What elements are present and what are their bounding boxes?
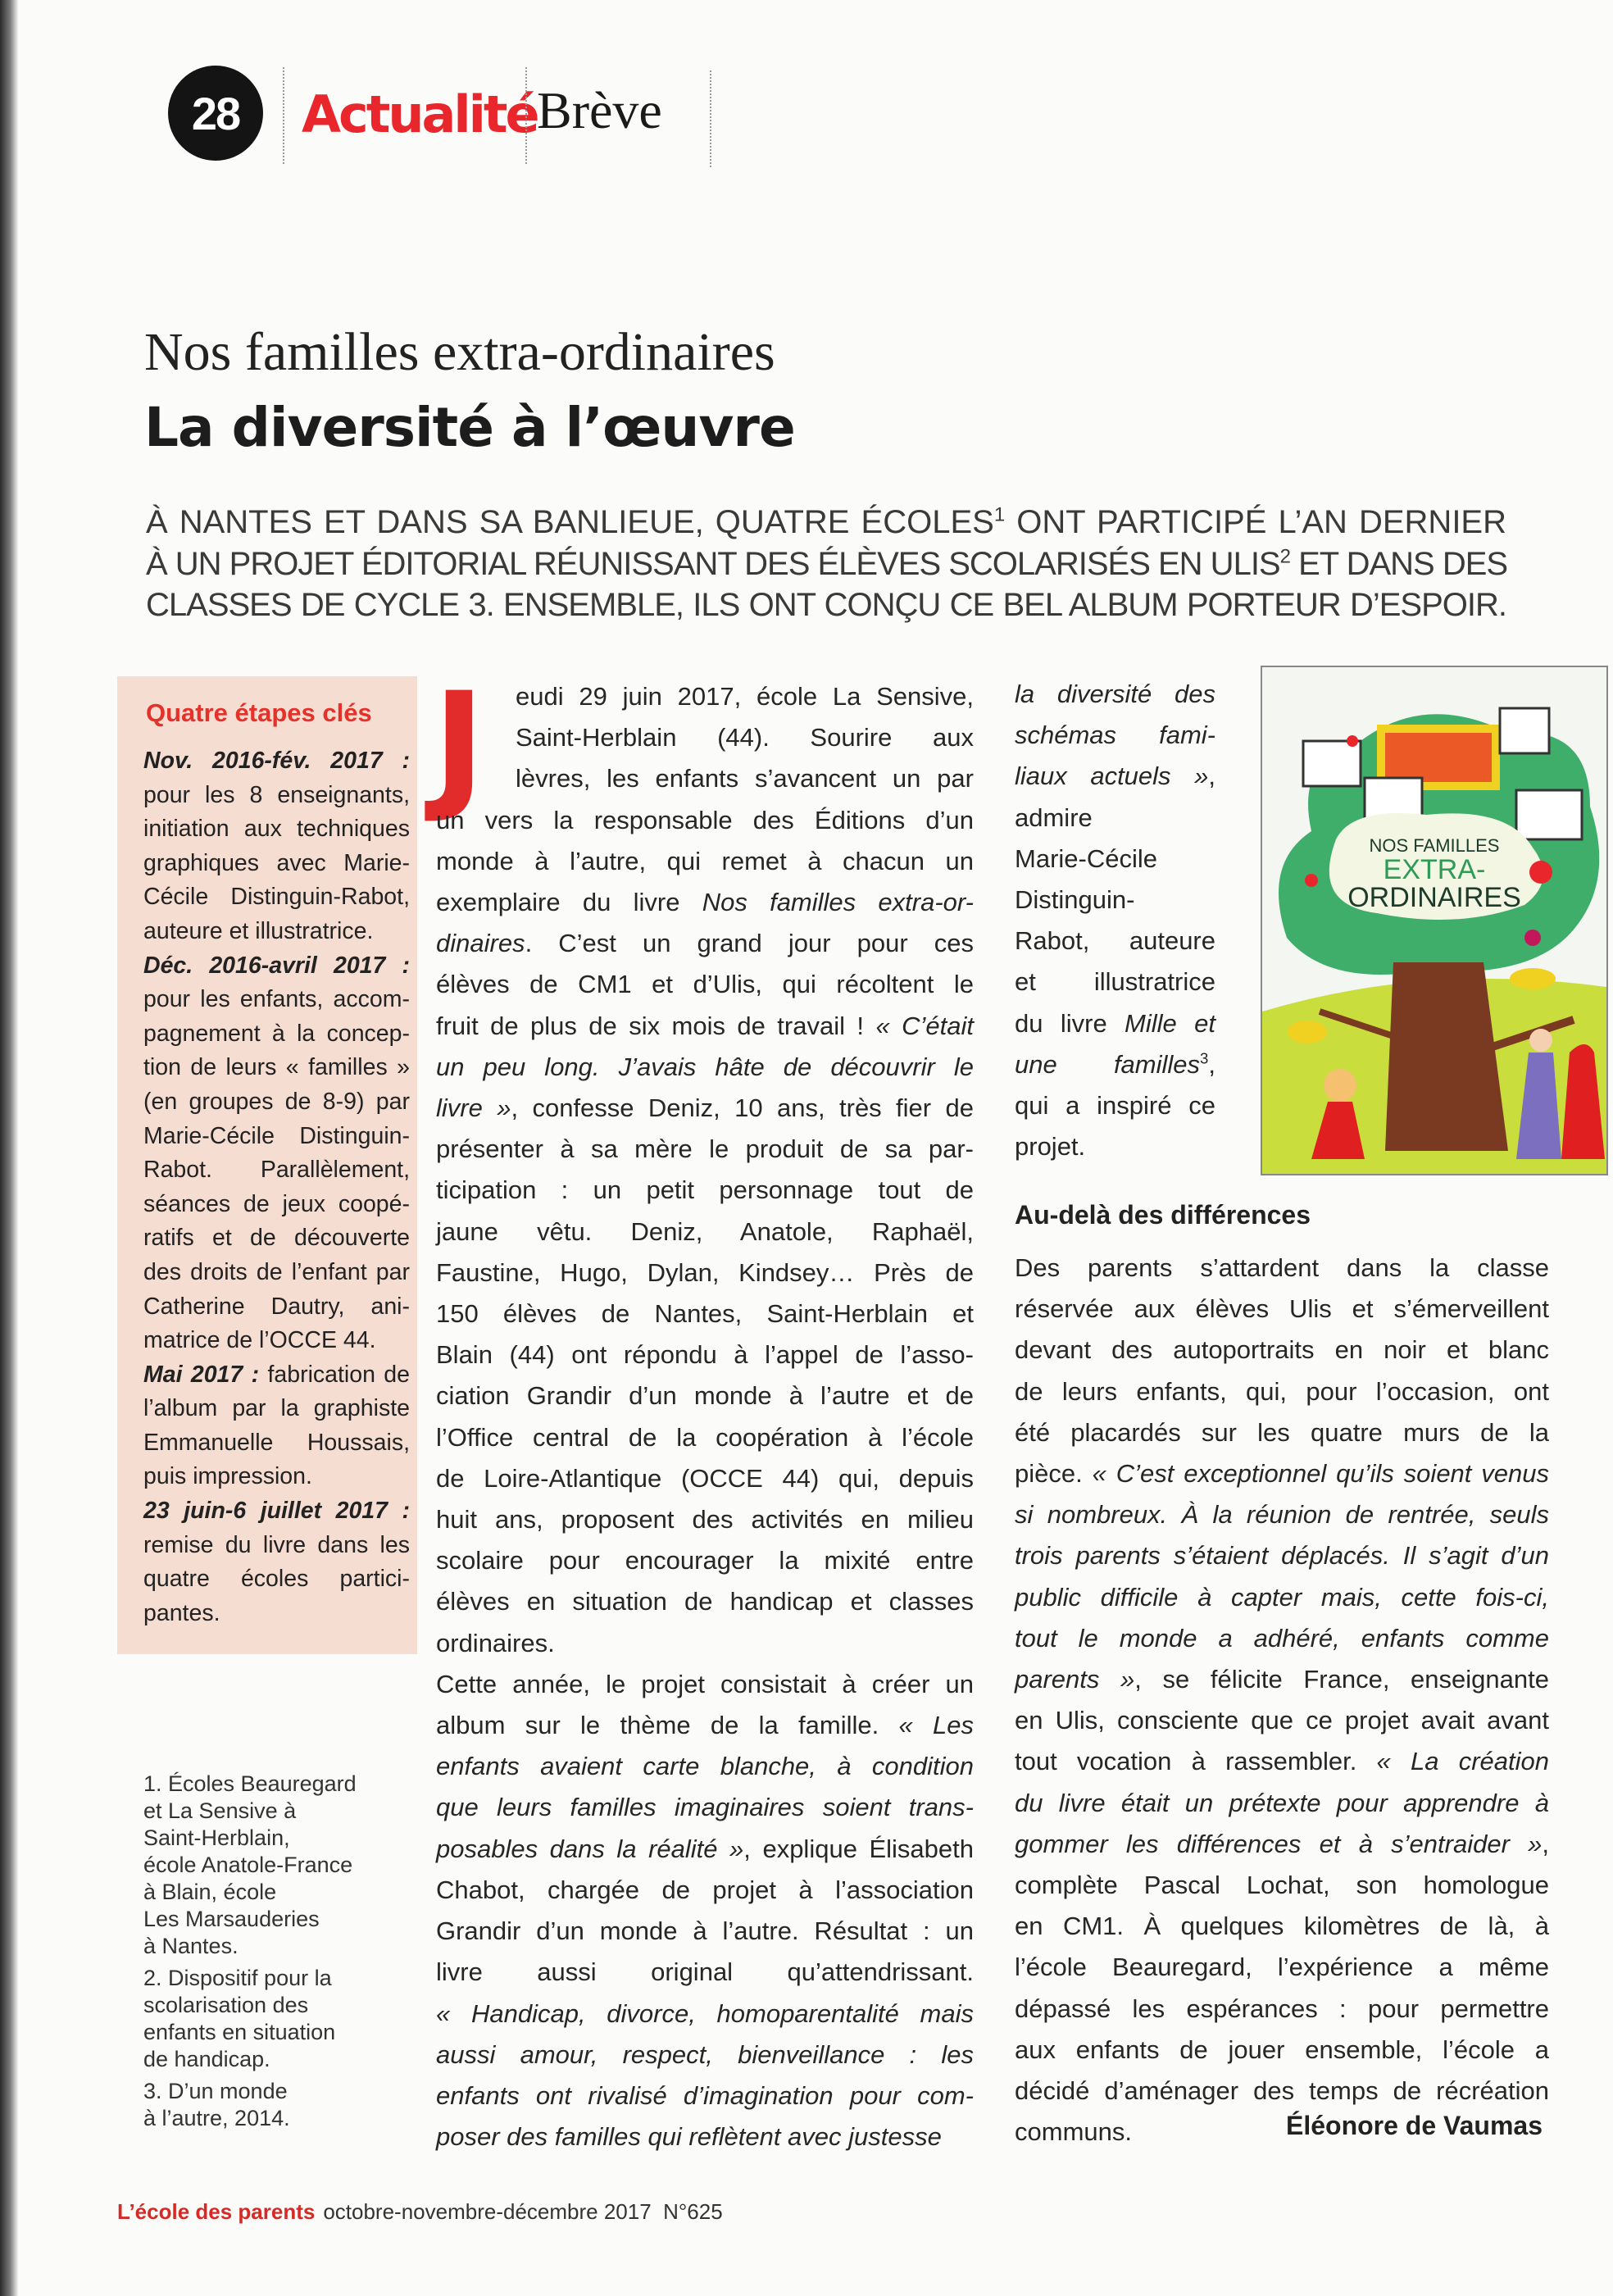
text-line: dépassé les espérances : pour permettre xyxy=(1015,1994,1549,2023)
text-line: décidé d’aménager des temps de récréation xyxy=(1015,2076,1549,2106)
text-line: Marie-Cécile Distinguin- xyxy=(143,1122,410,1149)
paragraph xyxy=(143,949,410,1358)
text-line: Cette année, le projet consistait à créer un xyxy=(436,1669,974,1698)
text-line: Des parents s’attardent dans la classe xyxy=(1015,1253,1549,1282)
sidebar-title: Quatre étapes clés xyxy=(146,698,372,727)
text-line: Nov. 2016-fév. 2017 : xyxy=(143,748,410,774)
text-line: trois parents s’étaient déplacés. Il s’agit d’un xyxy=(1015,1541,1549,1571)
text-line: présenter à sa mère le produit de sa par- xyxy=(436,1134,974,1164)
text-line: admire xyxy=(1015,802,1093,832)
paragraph xyxy=(146,502,1506,626)
text-line: exemplaire du livre Nos familles extra-or- xyxy=(436,888,974,917)
text-line: complète Pascal Lochat, son homologue xyxy=(1015,1871,1549,1900)
text-line: pour les 8 enseignants, xyxy=(143,781,410,808)
cover-title-line-1: NOS FAMILLES xyxy=(1369,835,1500,856)
page-number: 28 xyxy=(191,87,240,139)
book-cover-image xyxy=(1261,666,1608,1175)
text-line: Rabot. Parallèlement, xyxy=(143,1157,410,1184)
text-line: À UN PROJET ÉDITORIAL RÉUNISSANT DES ÉLÈVES SCOLARISÉS EN ULIS$^2$ ET DANS DES xyxy=(146,545,1508,582)
text-line: Mai 2017 : fabrication de xyxy=(143,1361,410,1388)
text-line: l’Office central de la coopération à l’école xyxy=(436,1422,974,1452)
paragraph xyxy=(436,1664,974,2157)
article-column-3-bottom xyxy=(1015,1248,1549,2153)
text-line: Distinguin- xyxy=(1015,885,1135,915)
text-line: auteure et illustratrice. xyxy=(143,917,374,944)
text-line: devant des autoportraits en noir et blanc xyxy=(1015,1335,1549,1365)
text-line: en Ulis, consciente que ce projet avait avant xyxy=(1015,1706,1549,1735)
cover-title-line-2: EXTRA- xyxy=(1383,854,1486,885)
text-line: élèves de CM1 et d’Ulis, qui récoltent le xyxy=(436,970,974,999)
paragraph xyxy=(143,744,410,949)
text-line: À NANTES ET DANS SA BANLIEUE, QUATRE ÉCOLES$^1$ ONT PARTICIPÉ L’AN DERNIER xyxy=(146,503,1506,540)
text-line: du livre était un prétexte pour apprendre à xyxy=(1015,1788,1549,1817)
text-line: Chabot, chargée de projet à l’association xyxy=(436,1875,974,1904)
text-line: une familles$^3$, xyxy=(1015,1049,1215,1079)
text-line: Cécile Distinguin-Rabot, xyxy=(143,884,410,911)
text-line: puis impression. xyxy=(143,1463,312,1490)
paragraph xyxy=(1015,674,1215,1167)
text-line: en CM1. À quelques kilomètres de là, à xyxy=(1015,1912,1549,1941)
text-line: enfants ont rivalisé d’imagination pour com- xyxy=(436,2080,974,2110)
text-line: l’album par la graphiste xyxy=(143,1395,410,1422)
text-line: quatre écoles partici- xyxy=(143,1566,410,1593)
text-line: huit ans, proposent des activités en milieu xyxy=(436,1505,974,1534)
text-line: Rabot, auteure xyxy=(1015,926,1215,956)
text-line: Grandir d’un monde à l’autre. Résultat : un xyxy=(436,1916,974,1946)
issue-info: octobre-novembre-décembre 2017 N°625 xyxy=(323,2199,723,2224)
article-column-3-top xyxy=(1015,674,1215,1167)
text-line: posables dans la réalité », explique Élisabeth xyxy=(436,1834,974,1863)
drop-cap: J xyxy=(433,662,485,826)
text-line: élèves en situation de handicap et classes xyxy=(436,1587,974,1616)
text-line: un peu long. J’avais hâte de découvrir le xyxy=(436,1052,974,1081)
publication-name: L’école des parents xyxy=(117,2199,316,2224)
text-line: livre », confesse Deniz, 10 ans, très fier de xyxy=(436,1093,974,1123)
text-line: de leurs enfants, qui, pour l’occasion, ont xyxy=(1015,1376,1549,1406)
text-line: tion de leurs « familles » xyxy=(143,1054,410,1081)
text-line: et illustratrice xyxy=(1015,967,1215,997)
text-line: poser des familles qui reflètent avec justesse xyxy=(436,2122,942,2152)
book-cover-illustration xyxy=(1262,667,1606,1174)
text-line: aussi amour, respect, bienveillance : les xyxy=(436,2039,974,2069)
paragraph xyxy=(143,1494,410,1630)
article-title: Nos familles extra-ordinaires xyxy=(144,322,775,382)
text-line: livre aussi original qu’attendrissant. xyxy=(436,1957,974,1987)
article-subtitle: La diversité à l’œuvre xyxy=(144,396,795,459)
text-line: graphiques avec Marie- xyxy=(143,849,410,876)
text-line: (en groupes de 8-9) par xyxy=(143,1088,410,1115)
text-line: pour les enfants, accom- xyxy=(143,986,410,1013)
text-line: ticipation : un petit personnage tout de xyxy=(436,1175,974,1205)
text-line: réservée aux élèves Ulis et s’émerveillent xyxy=(1015,1294,1549,1324)
text-line: jaune vêtu. Deniz, Anatole, Raphaël, xyxy=(436,1216,974,1246)
text-line: eudi 29 juin 2017, école La Sensive, xyxy=(516,682,974,711)
text-line: de Loire-Atlantique (OCCE 44) qui, depuis xyxy=(436,1463,974,1493)
text-line: Déc. 2016-avril 2017 : xyxy=(143,952,410,979)
text-line: matrice de l’OCCE 44. xyxy=(143,1327,376,1354)
text-line: Catherine Dautry, ani- xyxy=(143,1293,410,1320)
text-line: lèvres, les enfants s’avancent un par xyxy=(516,764,974,793)
text-line: tout le monde a adhéré, enfants comme xyxy=(1015,1623,1549,1653)
text-line: Emmanuelle Houssais, xyxy=(143,1429,410,1456)
text-line: Faustine, Hugo, Dylan, Kindsey… Près de xyxy=(436,1257,974,1287)
text-line: liaux actuels », xyxy=(1015,762,1215,791)
text-line: CLASSES DE CYCLE 3. ENSEMBLE, ILS ONT CONÇU CE BEL ALBUM PORTEUR D’ESPOIR. xyxy=(146,587,1506,623)
text-line: public difficile à capter mais, cette fois-ci, xyxy=(1015,1582,1549,1612)
text-line: « Handicap, divorce, homoparentalité mais xyxy=(436,1998,974,2028)
text-line: remise du livre dans les xyxy=(143,1531,410,1558)
text-line: un vers la responsable des Éditions d’un xyxy=(436,805,974,834)
text-line: du livre Mille et xyxy=(1015,1008,1215,1038)
text-line: projet. xyxy=(1015,1132,1086,1162)
text-line: parents », se félicite France, enseignante xyxy=(1015,1665,1549,1694)
subrubric-label: Brève xyxy=(537,81,662,139)
paragraph xyxy=(1015,1248,1549,2153)
text-line: pantes. xyxy=(143,1599,220,1626)
footnote-3: 3. D’un monde à l’autre, 2014. xyxy=(143,2079,290,2130)
article-lead xyxy=(146,502,1506,626)
text-line: 150 élèves de Nantes, Saint-Herblain et xyxy=(436,1299,974,1329)
text-line: Saint-Herblain (44). Sourire aux xyxy=(516,723,974,752)
rubric-label: Actualité xyxy=(302,84,538,144)
header-divider xyxy=(710,70,711,167)
page-footer xyxy=(117,2199,723,2225)
page-number-badge xyxy=(168,66,263,161)
text-line: pièce. « C’est exceptionnel qu’ils soient venus xyxy=(1015,1459,1550,1489)
text-line: communs. xyxy=(1015,2117,1132,2147)
text-line: dinaires. C’est un grand jour pour ces xyxy=(436,929,974,958)
text-line: Blain (44) ont répondu à l’appel de l’asso- xyxy=(436,1340,974,1370)
text-line: fruit de plus de six mois de travail ! « C’était xyxy=(436,1011,974,1040)
footnote-1: 1. Écoles Beauregard et La Sensive à Saint-Herblain, école Anatole-France à Blain, école Les Marsauderies à Nantes. xyxy=(143,1771,357,1958)
text-line: la diversité des xyxy=(1015,680,1215,708)
text-line: monde à l’autre, qui remet à chacun un xyxy=(436,846,974,875)
text-line: qui a inspiré ce xyxy=(1015,1091,1215,1121)
text-line: des droits de l’enfant par xyxy=(143,1258,410,1285)
section-heading: Au-delà des différences xyxy=(1015,1200,1311,1230)
author-signature: Éléonore de Vaumas xyxy=(1285,2111,1543,2140)
text-line: ratifs et de découverte xyxy=(143,1225,410,1252)
text-line: scolaire pour encourager la mixité entre xyxy=(436,1546,974,1575)
text-line: schémas fami- xyxy=(1015,721,1215,750)
article-column-2 xyxy=(436,676,974,2157)
text-line: pagnement à la concep- xyxy=(143,1020,410,1047)
text-line: gommer les différences et à s’entraider », xyxy=(1015,1829,1549,1858)
text-line: ciation Grandir d’un monde à l’autre et de xyxy=(436,1381,974,1411)
footnotes xyxy=(143,1771,406,2137)
header-divider xyxy=(283,67,284,164)
header-divider xyxy=(525,67,527,164)
text-line: l’école Beauregard, l’expérience a même xyxy=(1015,1953,1549,1982)
sidebar-timeline xyxy=(143,744,410,1630)
text-line: si nombreux. À la réunion de rentrée, seuls xyxy=(1015,1500,1549,1530)
text-line: ordinaires. xyxy=(436,1628,555,1657)
text-line: été placardés sur les quatre murs de la xyxy=(1015,1417,1549,1447)
text-line: tout vocation à rassembler. « La création xyxy=(1015,1747,1550,1776)
paragraph xyxy=(436,676,974,1664)
paragraph xyxy=(143,1358,410,1494)
text-line: album sur le thème de la famille. « Les xyxy=(436,1711,974,1740)
footnote-2: 2. Dispositif pour la scolarisation des enfants en situation de handicap. xyxy=(143,1966,336,2071)
text-line: que leurs familles imaginaires soient trans- xyxy=(436,1793,974,1822)
text-line: Marie-Cécile xyxy=(1015,843,1157,873)
cover-title-line-3: ORDINAIRES xyxy=(1347,882,1521,913)
page-binding-shadow xyxy=(0,0,18,2296)
text-line: enfants avaient carte blanche, à condition xyxy=(436,1752,974,1781)
text-line: aux enfants de jouer ensemble, l’école a xyxy=(1015,2035,1549,2064)
text-line: 23 juin-6 juillet 2017 : xyxy=(143,1498,410,1525)
text-line: initiation aux techniques xyxy=(143,816,410,843)
text-line: séances de jeux coopé- xyxy=(143,1190,410,1217)
